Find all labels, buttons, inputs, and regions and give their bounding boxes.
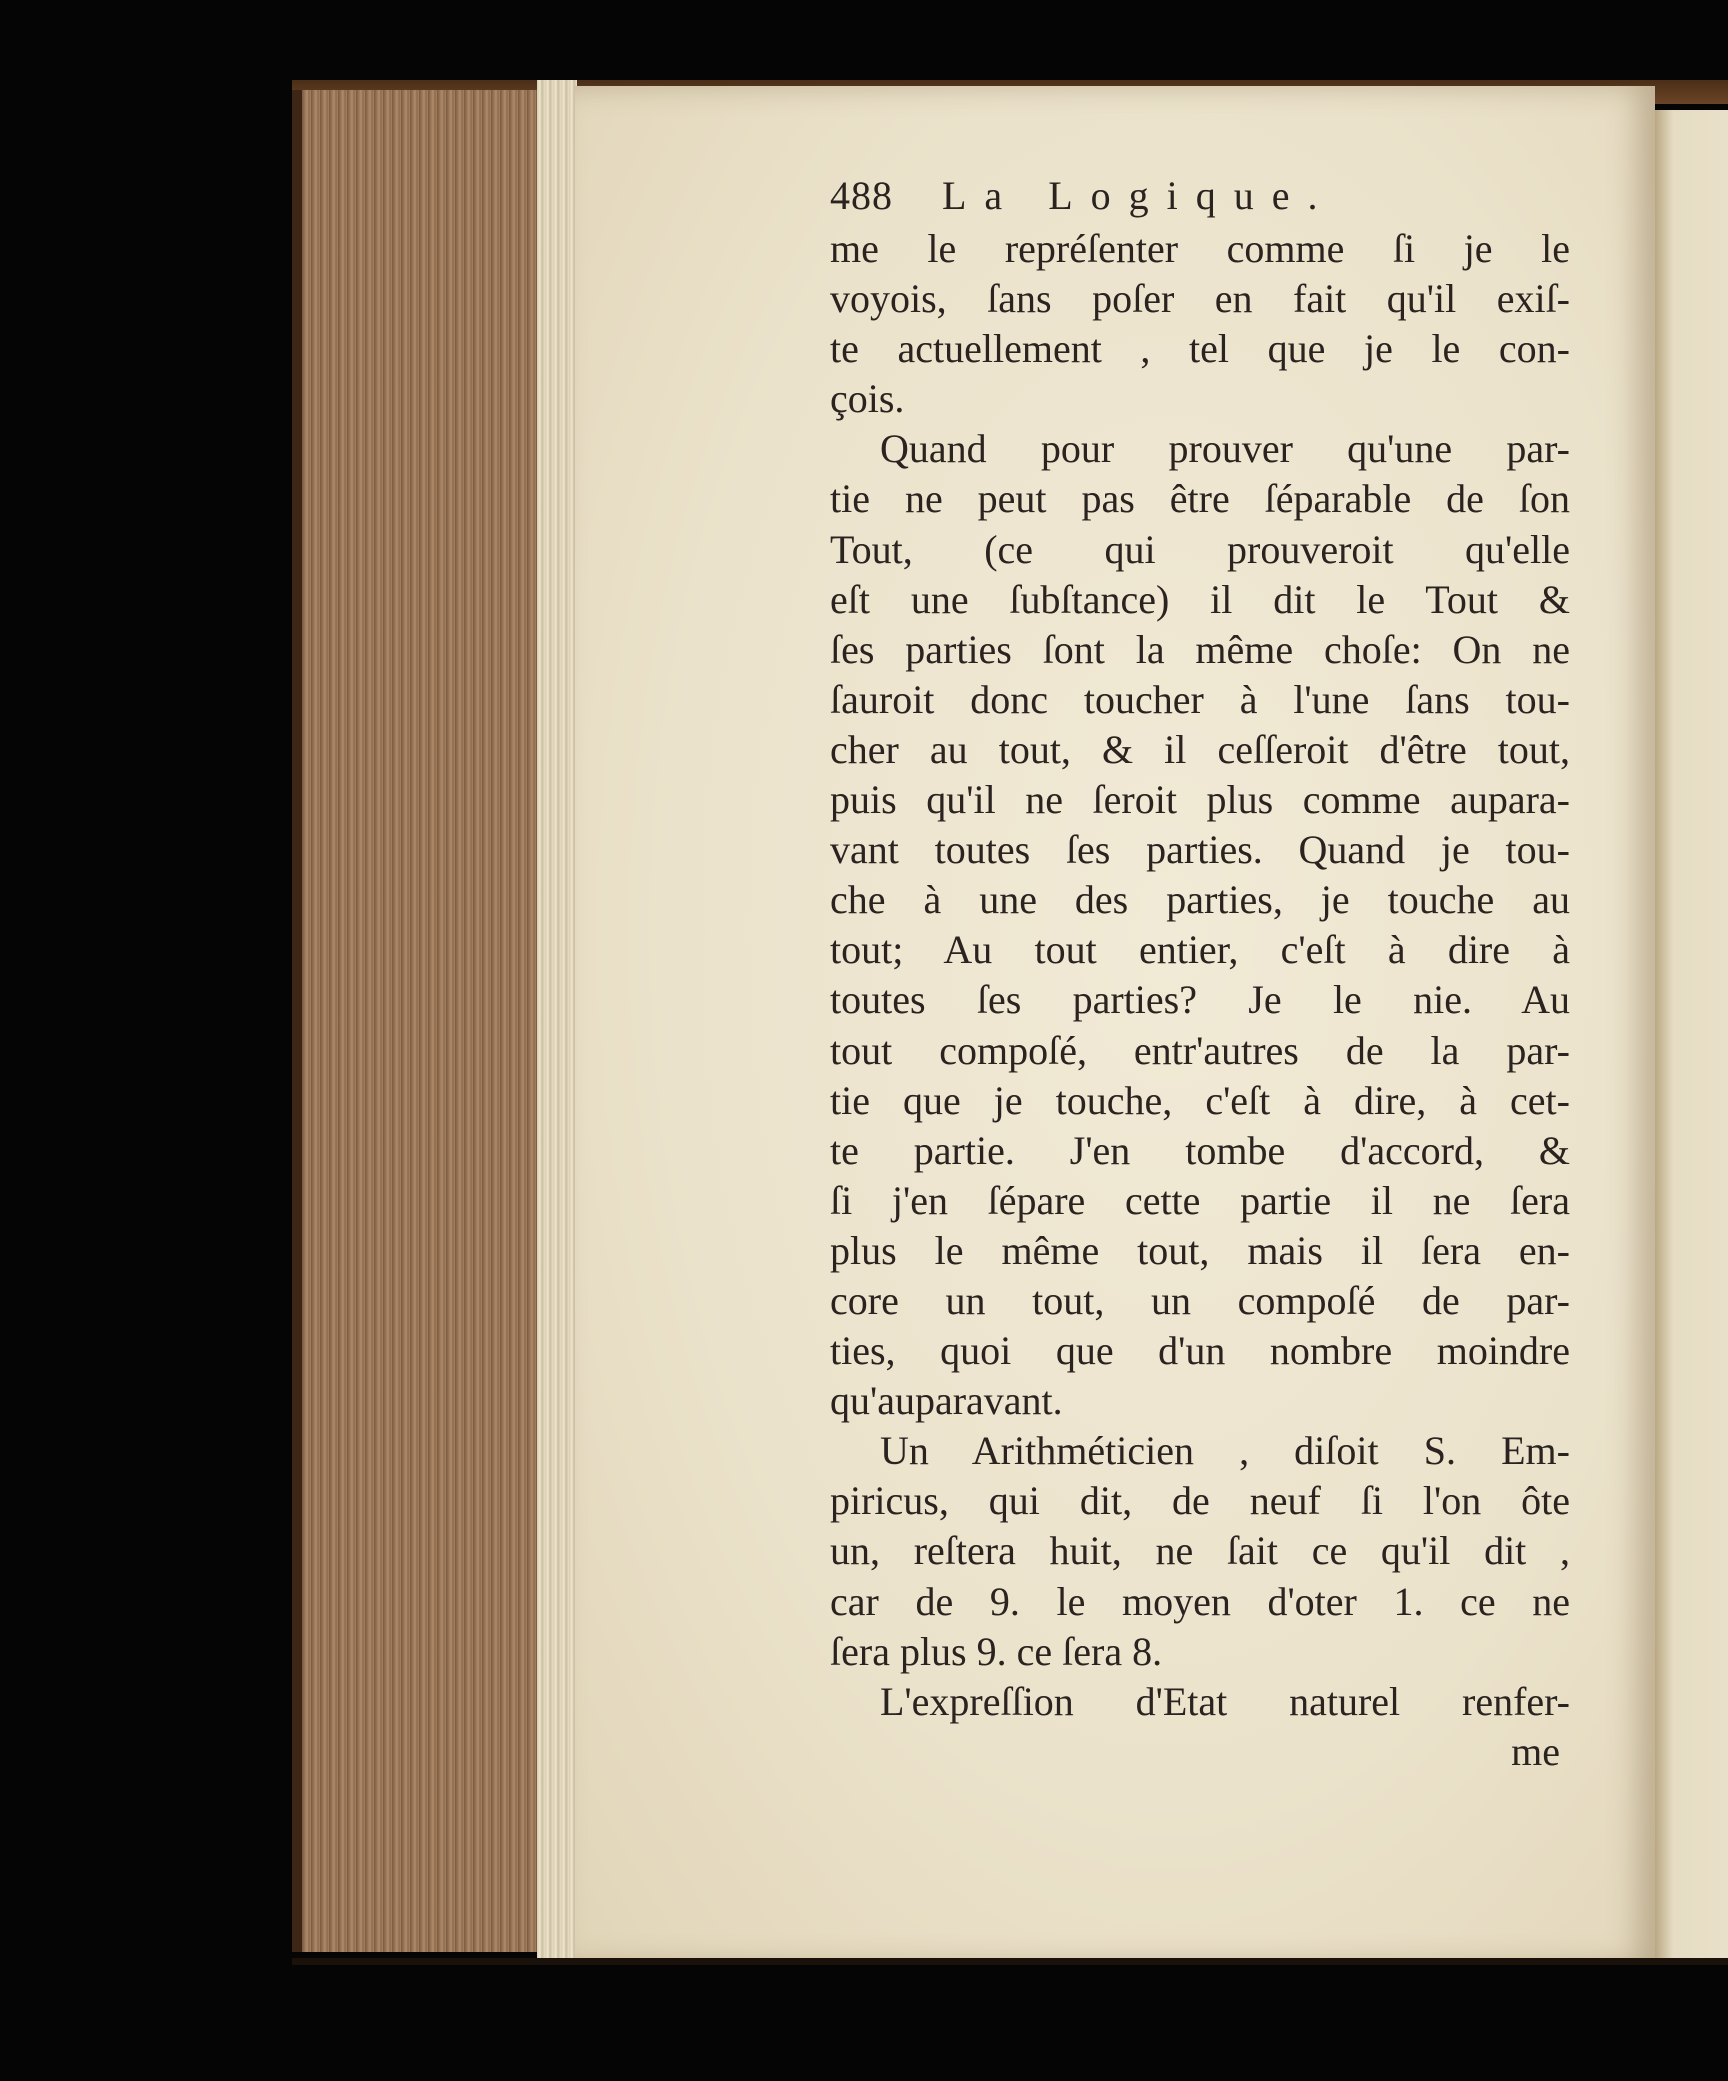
body-text (830, 224, 1570, 1727)
text-line: Quand pour prouver qu'une par- (880, 426, 1570, 472)
text-line: ſauroit donc toucher à l'une ſans tou- (830, 676, 1570, 722)
facing-page-edge (1655, 110, 1728, 1965)
running-title: La Logique. (942, 173, 1336, 218)
page-number: 488 (830, 173, 893, 218)
text-line: cher au tout, & il ceſſeroit d'être tout, (830, 726, 1570, 772)
text-line: te partie. J'en tombe d'accord, & (830, 1127, 1570, 1173)
text-line: puis qu'il ne ſeroit plus comme aupara- (830, 777, 1570, 823)
text-line: toutes ſes parties? Je le nie. Au (830, 977, 1570, 1023)
text-line: qu'auparavant. (830, 1378, 1063, 1424)
text-line: çois. (830, 376, 905, 422)
text-line: car de 9. le moyen d'oter 1. ce ne (830, 1578, 1570, 1624)
text-line: che à une des parties, je touche au (830, 877, 1570, 923)
text-line: Un Arithméticien , diſoit S. Em- (880, 1428, 1570, 1474)
text-line: un, reſtera huit, ne ſait ce qu'il dit , (830, 1528, 1570, 1574)
page-edges (537, 80, 577, 1965)
page-text (830, 172, 1570, 1777)
text-line: ties, quoi que d'un nombre moindre (830, 1328, 1570, 1374)
text-line: ſera plus 9. ce ſera 8. (830, 1628, 1163, 1674)
text-line: vant toutes ſes parties. Quand je tou- (830, 827, 1570, 873)
text-line: ſi j'en ſépare cette partie il ne ſera (830, 1177, 1570, 1223)
page-block-fore-edge (292, 90, 560, 1952)
text-line: plus le même tout, mais il ſera en- (830, 1227, 1570, 1273)
text-line: ſes parties ſont la même choſe: On ne (830, 626, 1570, 672)
text-line: voyois, ſans poſer en fait qu'il exiſ- (830, 276, 1570, 322)
text-line: Tout, (ce qui prouveroit qu'elle (830, 526, 1570, 572)
text-line: te actuellement , tel que je le con- (830, 326, 1570, 372)
text-line: tie ne peut pas être ſéparable de ſon (830, 476, 1570, 522)
text-line: me le repréſenter comme ſi je le (830, 226, 1570, 271)
text-line: tout compoſé, entr'autres de la par- (830, 1027, 1570, 1073)
page-header (830, 172, 1570, 224)
bottom-shadow (292, 1958, 1728, 1965)
text-line: piricus, qui dit, de neuf ſi l'on ôte (830, 1478, 1570, 1524)
text-line: L'expreſſion d'Etat naturel renfer- (880, 1678, 1570, 1724)
text-line: core un tout, un compoſé de par- (830, 1277, 1570, 1323)
text-line: tout; Au tout entier, c'eſt à dire à (830, 927, 1570, 973)
catchword: me (1511, 1728, 1560, 1774)
text-line: eſt une ſubſtance) il dit le Tout & (830, 576, 1570, 622)
text-line: tie que je touche, c'eſt à dire, à cet- (830, 1077, 1570, 1123)
